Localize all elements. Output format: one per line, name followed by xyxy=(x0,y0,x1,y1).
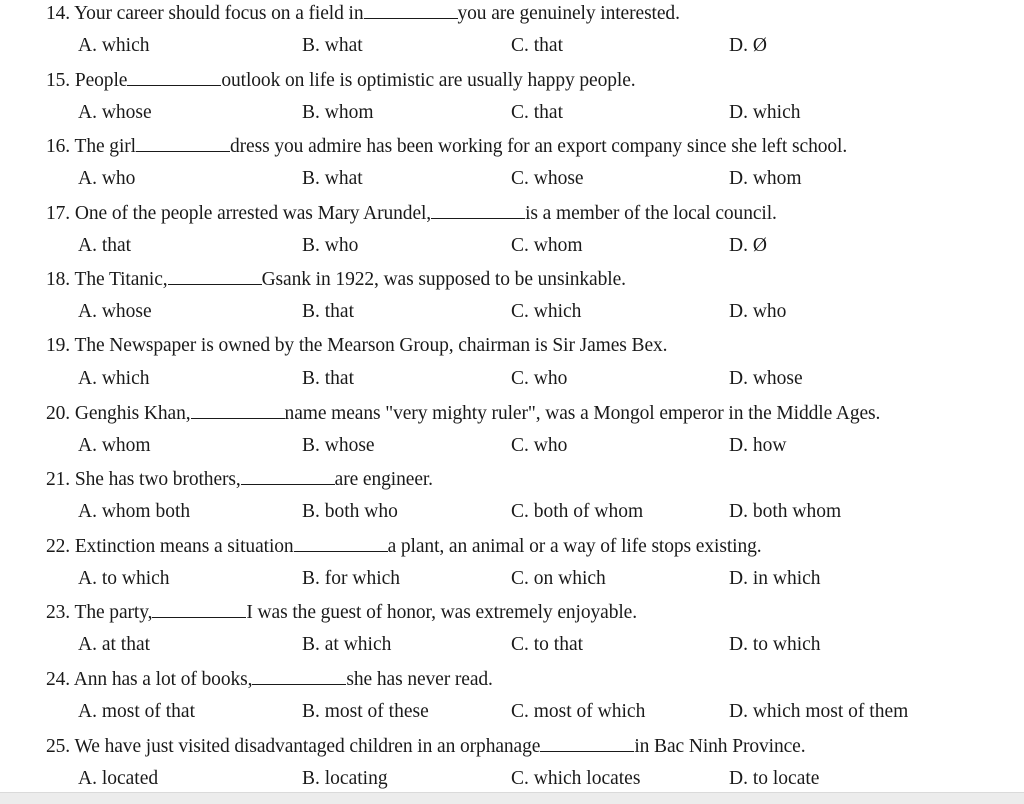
option-a: A. who xyxy=(78,168,136,190)
question-text-before: Extinction means a situation xyxy=(74,535,294,557)
question-item xyxy=(0,333,1024,399)
option-b: B. at which xyxy=(302,634,392,656)
question-stem xyxy=(46,533,762,560)
option-b: B. what xyxy=(302,168,363,190)
answer-blank xyxy=(168,266,262,285)
option-a: A. which xyxy=(78,368,150,389)
question-stem xyxy=(46,466,433,493)
option-a: A. most of that xyxy=(78,701,195,722)
option-c: C. most of which xyxy=(511,701,646,722)
question-number: 23. xyxy=(46,602,71,624)
question-text-after: are engineer. xyxy=(334,469,433,491)
question-number: 24. xyxy=(46,669,71,690)
option-a: A. whose xyxy=(78,101,152,123)
question-text-before: The Newspaper is owned by the Mearson Group, chairman is Sir James Bex. xyxy=(74,335,668,356)
question-text-before: Your career should focus on a field in xyxy=(74,3,364,24)
question-item xyxy=(0,266,1024,332)
option-b: B. for which xyxy=(302,567,401,589)
answer-blank xyxy=(294,533,388,552)
option-d: D. both whom xyxy=(729,501,842,523)
option-d: D. how xyxy=(729,434,787,456)
question-text-after: dress you admire has been working for an export company since she left school. xyxy=(230,136,848,158)
answer-blank xyxy=(252,666,346,685)
question-text-before: We have just visited disadvantaged children in an orphanage xyxy=(74,735,541,757)
question-text-before: One of the people arrested was Mary Arundel, xyxy=(74,202,432,224)
question-stem xyxy=(46,0,680,27)
question-item xyxy=(0,599,1024,665)
option-c: C. who xyxy=(511,368,568,389)
option-d: D. to which xyxy=(729,634,821,656)
question-stem xyxy=(46,599,637,626)
question-text-before: She has two brothers, xyxy=(74,469,241,491)
option-c: C. both of whom xyxy=(511,501,644,523)
question-stem xyxy=(46,333,667,359)
question-number: 20. xyxy=(46,402,71,424)
question-text-after: Gsank in 1922, was supposed to be unsinkable. xyxy=(261,269,626,291)
question-text-before: People xyxy=(74,69,128,91)
option-a: A. whom both xyxy=(78,501,191,523)
option-c: C. which locates xyxy=(511,767,641,789)
question-number: 17. xyxy=(46,202,71,224)
option-c: C. on which xyxy=(511,567,606,589)
option-d: D. whom xyxy=(729,168,802,190)
option-b: B. who xyxy=(302,234,359,256)
question-text-before: Genghis Khan, xyxy=(74,402,191,424)
question-stem xyxy=(46,266,626,293)
question-text-after: name means "very mighty ruler", was a Mongol emperor in the Middle Ages. xyxy=(284,402,881,424)
option-b: B. whom xyxy=(302,101,374,123)
question-stem xyxy=(46,666,493,693)
option-a: A. whom xyxy=(78,434,151,456)
question-stem xyxy=(46,67,636,94)
question-number: 19. xyxy=(46,335,71,356)
answer-blank xyxy=(431,200,525,219)
question-stem xyxy=(46,400,880,427)
answer-blank xyxy=(241,466,335,485)
option-d: D. whose xyxy=(729,368,803,389)
option-a: A. at that xyxy=(78,634,151,656)
option-a: A. which xyxy=(78,35,150,56)
option-d: D. in which xyxy=(729,567,821,589)
question-text-after: outlook on life is optimistic are usually happy people. xyxy=(221,69,636,91)
option-b: B. both who xyxy=(302,501,398,523)
question-number: 14. xyxy=(46,3,71,24)
question-item xyxy=(0,533,1024,599)
question-number: 18. xyxy=(46,269,71,291)
option-a: A. to which xyxy=(78,567,170,589)
question-stem xyxy=(46,200,777,227)
option-b: B. whose xyxy=(302,434,375,456)
option-d: D. which xyxy=(729,101,801,123)
option-a: A. located xyxy=(78,767,159,789)
option-c: C. that xyxy=(511,35,563,56)
option-b: B. that xyxy=(302,301,354,323)
question-item xyxy=(0,200,1024,266)
answer-blank xyxy=(540,733,634,752)
question-item xyxy=(0,733,1024,799)
question-item xyxy=(0,466,1024,532)
window-bottom-edge xyxy=(0,792,1024,804)
question-text-after: is a member of the local council. xyxy=(525,202,777,224)
option-c: C. that xyxy=(511,101,563,123)
question-stem xyxy=(46,133,847,160)
option-c: C. who xyxy=(511,434,568,456)
option-c: C. whom xyxy=(511,234,583,256)
question-item xyxy=(0,400,1024,466)
answer-blank xyxy=(364,0,458,19)
question-text-after: you are genuinely interested. xyxy=(457,3,680,24)
question-number: 21. xyxy=(46,469,71,491)
option-c: C. to that xyxy=(511,634,584,656)
option-b: B. most of these xyxy=(302,701,429,722)
question-text-after: in Bac Ninh Province. xyxy=(634,735,806,757)
question-number: 22. xyxy=(46,535,71,557)
answer-blank xyxy=(191,400,285,419)
option-a: A. that xyxy=(78,234,132,256)
question-text-after: a plant, an animal or a way of life stops existing. xyxy=(387,535,762,557)
option-b: B. what xyxy=(302,35,363,56)
option-d: D. which most of them xyxy=(729,701,909,722)
question-text-after: she has never read. xyxy=(346,669,493,690)
question-number: 16. xyxy=(46,136,71,158)
answer-blank xyxy=(127,67,221,86)
option-b: B. that xyxy=(302,368,354,389)
option-b: B. locating xyxy=(302,767,388,789)
question-item xyxy=(0,67,1024,133)
question-text-after: I was the guest of honor, was extremely enjoyable. xyxy=(246,602,637,624)
option-c: C. which xyxy=(511,301,582,323)
question-item xyxy=(0,666,1024,732)
question-text-before: The Titanic, xyxy=(74,269,168,291)
option-d: D. Ø xyxy=(729,35,767,56)
question-item xyxy=(0,0,1024,66)
question-number: 25. xyxy=(46,735,71,757)
option-d: D. Ø xyxy=(729,234,767,256)
option-d: D. who xyxy=(729,301,787,323)
option-d: D. to locate xyxy=(729,767,820,789)
answer-blank xyxy=(152,599,246,618)
question-text-before: Ann has a lot of books, xyxy=(73,669,253,690)
answer-blank xyxy=(136,133,230,152)
question-text-before: The girl xyxy=(74,136,136,158)
question-stem xyxy=(46,733,806,760)
option-a: A. whose xyxy=(78,301,152,323)
question-text-before: The party, xyxy=(74,602,153,624)
option-c: C. whose xyxy=(511,168,584,190)
question-number: 15. xyxy=(46,69,71,91)
question-item xyxy=(0,133,1024,199)
